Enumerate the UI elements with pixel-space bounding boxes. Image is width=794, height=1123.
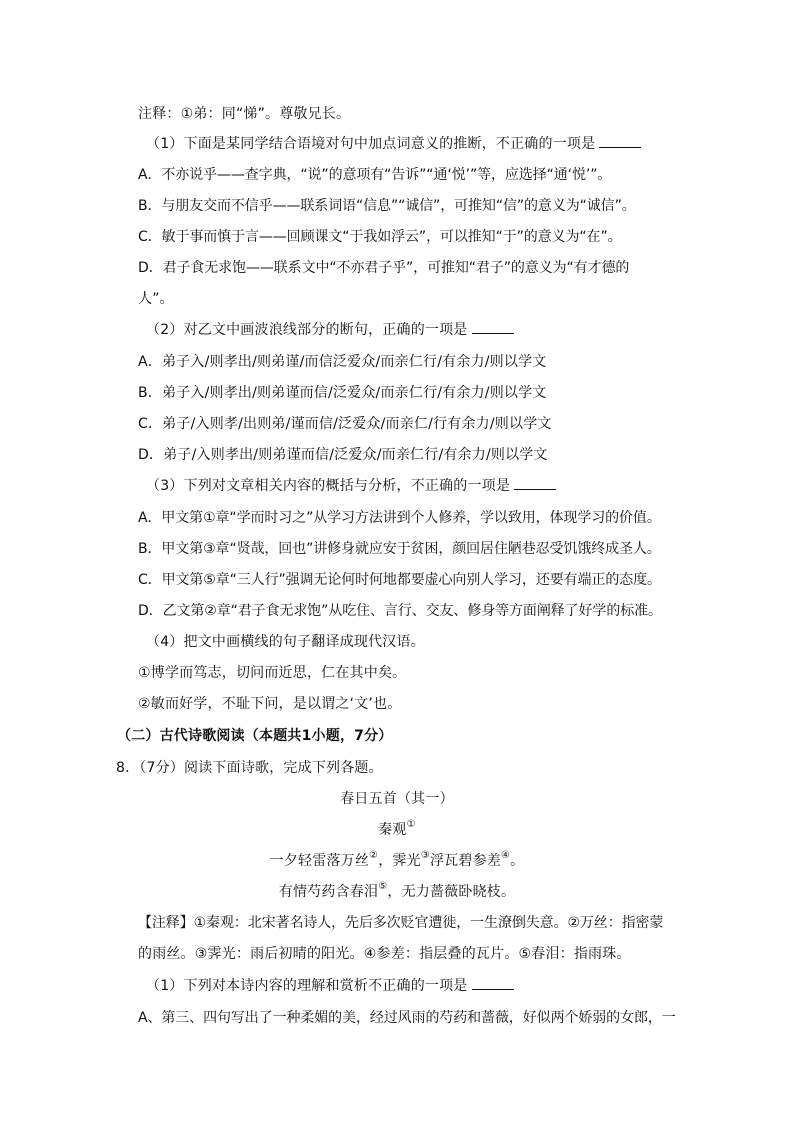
poem-line-1-part-d: 。	[510, 853, 525, 869]
answer-blank-8-1[interactable]	[472, 977, 514, 990]
question-2-stem-text: （2）对乙文中画波浪线部分的断句，正确的一项是	[146, 322, 468, 338]
q2-option-b: B．弟子入/则孝出/则弟谨而信/泛爱众/而亲仁行/有余力/则以学文	[138, 385, 547, 401]
note-marker-1: ①	[406, 819, 416, 831]
q1-option-d-line1: D．君子食无求饱——联系文中“不亦君子乎”，可推知“君子”的意义为“有才德的	[138, 260, 630, 276]
section-heading-poetry: （二）古代诗歌阅读（本题共1小题，7分）	[117, 728, 393, 744]
question-4-stem: （4）把文中画横线的句子翻译成现代汉语。	[146, 634, 425, 650]
poem-line-1-part-c: 浮瓦碧参差	[429, 853, 501, 869]
q4-sentence-1: ①博学而笃志，切问而近思，仁在其中矣。	[138, 665, 407, 681]
poem-line-1-part-a: 一夕轻雷落万丝	[269, 853, 370, 869]
poem-line-2-part-b: ，无力蔷薇卧晓枝。	[387, 884, 516, 900]
question-8-1-stem-text: （1）下列对本诗内容的理解和赏析不正确的一项是	[146, 978, 468, 994]
q4-sentence-2: ②敏而好学，不耻下问，是以谓之‘文’也。	[138, 696, 402, 712]
annotation-note: 注释：①弟：同“悌”。尊敬兄长。	[138, 106, 351, 122]
q1-option-d-line2: 人”。	[138, 291, 174, 307]
q1-option-b: B．与朋友交而不信乎——联系词语“信息”“诚信”，可推知“信”的意义为“诚信”。	[138, 198, 636, 214]
q2-option-a: A．弟子入/则孝出/则弟谨/而信泛爱众/而亲仁行/有余力/则以学文	[138, 354, 547, 370]
q2-option-c: C．弟子/入则孝/出则弟/谨而信/泛爱众/而亲仁/行有余力/则以学文	[138, 416, 552, 432]
question-2-stem	[146, 320, 686, 340]
note-marker-2: ②	[369, 850, 379, 862]
poem-line-2	[0, 882, 794, 902]
poem-line-1-part-b: ，霁光	[378, 853, 421, 869]
question-1-stem-text: （1）下面是某同学结合语境对句中加点词意义的推断，不正确的一项是	[146, 136, 596, 152]
question-3-stem	[146, 476, 686, 496]
poem-author	[0, 820, 794, 840]
q8-1-option-a: A、第三、四句写出了一种柔媚的美，经过风雨的芍药和蔷薇，好似两个娇弱的女郎，一	[138, 1010, 676, 1026]
note-marker-5: ⑤	[378, 881, 388, 893]
question-8-1-stem	[146, 976, 686, 996]
note-marker-3: ③	[420, 850, 430, 862]
q1-option-c: C．敏于事而慎于言——回顾课文“于我如浮云”，可以推知“于”的意义为“在”。	[138, 229, 622, 245]
poem-notes-line-2: 的雨丝。③霁光：雨后初晴的阳光。④参差：指层叠的瓦片。⑤春泪：指雨珠。	[138, 946, 631, 962]
note-marker-4: ④	[500, 850, 511, 862]
poem-line-1	[0, 851, 794, 871]
answer-blank-2[interactable]	[472, 321, 514, 334]
answer-blank-1[interactable]	[599, 135, 641, 148]
question-3-stem-text: （3）下列对文章相关内容的概括与分析，不正确的一项是	[146, 478, 511, 494]
q3-option-d: D．乙文第②章“君子食无求饱”从吃住、言行、交友、修身等方面阐释了好学的标准。	[138, 603, 662, 619]
q3-option-c: C．甲文第⑤章“三人行”强调无论何时何地都要虚心向别人学习，还要有端正的态度。	[138, 572, 661, 588]
q1-option-a: A．不亦说乎——查字典，“说”的意项有“告诉”“通‘悦’”等，应选择“通‘悦’”。	[138, 167, 612, 183]
question-8-stem: 8．（7分）阅读下面诗歌，完成下列各题。	[116, 760, 383, 776]
question-1-stem	[146, 134, 686, 154]
q2-option-d: D．弟子/入则孝出/则弟谨而信/泛爱众/而亲仁行/有余力/则以学文	[138, 447, 548, 463]
poem-title: 春日五首（其一）	[340, 791, 454, 807]
answer-blank-3[interactable]	[514, 477, 556, 490]
q3-option-b: B．甲文第③章“贤哉，回也”讲修身就应安于贫困，颜回居住陋巷忍受饥饿终成圣人。	[138, 541, 661, 557]
poem-author-name: 秦观	[378, 822, 407, 838]
poem-notes-line-1: 【注释】①秦观：北宋著名诗人，先后多次贬官遭徙，一生潦倒失意。②万丝：指密蒙	[138, 915, 664, 931]
q3-option-a: A．甲文第①章“学而时习之”从学习方法讲到个人修养，学以致用，体现学习的价值。	[138, 510, 661, 526]
poem-line-2-part-a: 有情芍药含春泪	[278, 884, 379, 900]
